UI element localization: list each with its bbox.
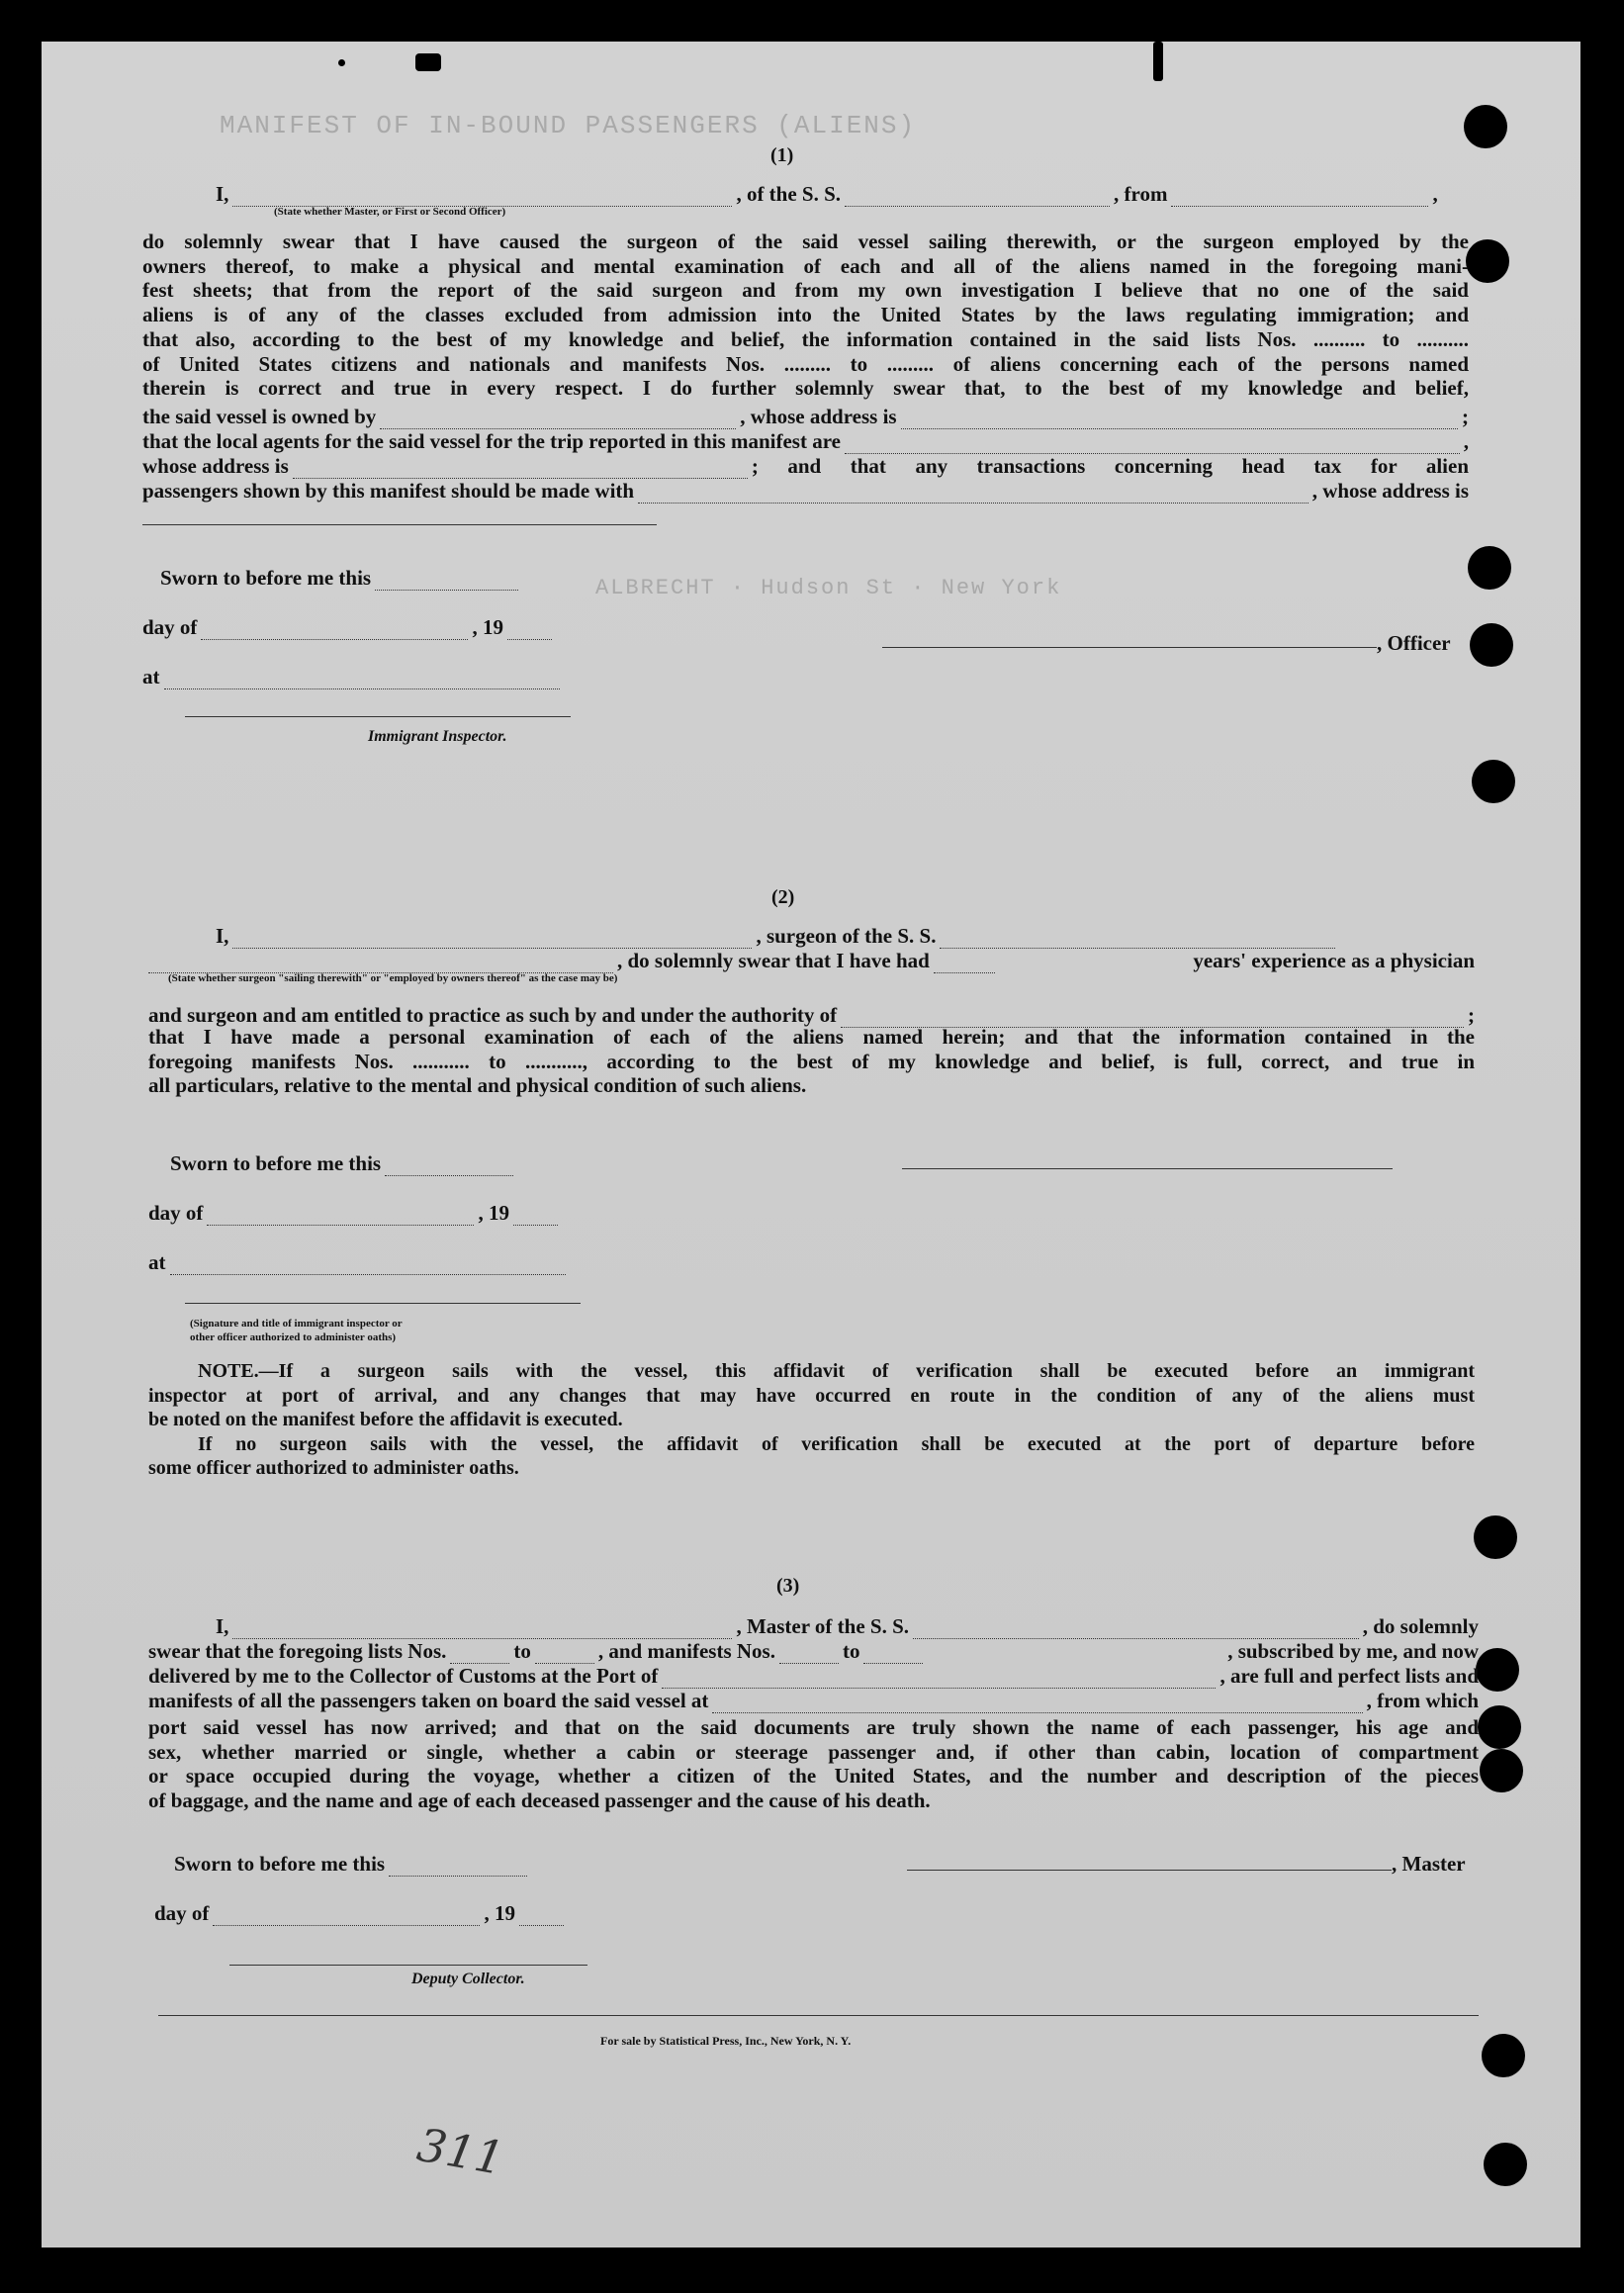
signature-title-hint-2: other officer authorized to administer oaths) bbox=[190, 1331, 397, 1343]
month-field-1[interactable] bbox=[201, 621, 468, 640]
binder-hole bbox=[1478, 1705, 1521, 1749]
authority-row: and surgeon and am entitled to practice as such by and under the authority of ; bbox=[148, 1003, 1475, 1027]
sworn-day-field-3[interactable] bbox=[389, 1858, 527, 1877]
master-label: , Master bbox=[1392, 1852, 1466, 1876]
deputy-collector-label: Deputy Collector. bbox=[411, 1971, 525, 1987]
year-field-2[interactable] bbox=[513, 1207, 558, 1226]
section-3-line-3: delivered by me to the Collector of Customs at the Port of , are full and perfect lists and bbox=[148, 1664, 1479, 1688]
binder-hole bbox=[1472, 760, 1515, 803]
day-of-row-1: day of , 19 bbox=[142, 615, 556, 640]
document-page bbox=[42, 42, 1580, 2247]
month-field-3[interactable] bbox=[213, 1907, 480, 1926]
section-2-paragraph: that I have made a personal examination of each of the aliens named herein; and that the information contained in the foregoing manifests Nos. ........... to ..........., according to the best of my knowledge and belief, is full, correct, and true in all particulars, relative to the mental and physical condition of such aliens. bbox=[148, 1025, 1475, 1098]
local-agents-row: that the local agents for the said vessel for the trip reported in this manifest are , bbox=[142, 429, 1469, 453]
ink-blot bbox=[338, 59, 345, 66]
customs-port-field[interactable] bbox=[662, 1670, 1216, 1689]
inspector-signature-line bbox=[185, 716, 571, 717]
sworn-row-1: Sworn to before me this bbox=[160, 566, 522, 591]
surgeon-name-field[interactable] bbox=[232, 930, 752, 949]
at-row-2: at bbox=[148, 1250, 570, 1275]
surgeon-status-hint: (State whether surgeon "sailing therewith" or "employed by owners thereof" as the case may be) bbox=[168, 972, 618, 984]
note-paragraph: NOTE.—If a surgeon sails with the vessel, this affidavit of verification shall be executed before an immigrant inspector at port of arrival, and any changes that may have occurred en route in the condition of any of the aliens must be noted on the manifest before the affidavit is executed. If no surgeon sails with the vessel, the affidavit of verification shall be executed at the port of departure before some officer authorized to administer oaths. bbox=[148, 1360, 1475, 1479]
binder-hole bbox=[1484, 2143, 1527, 2186]
label-of-ss: , of the S. S. bbox=[736, 182, 842, 206]
owner-address-field[interactable] bbox=[901, 411, 1458, 429]
section-3-line-4: manifests of all the passengers taken on board the said vessel at , from which bbox=[148, 1689, 1479, 1712]
year-field-1[interactable] bbox=[507, 621, 552, 640]
lists-from-field[interactable] bbox=[450, 1645, 509, 1664]
boarding-port-field[interactable] bbox=[712, 1695, 1362, 1713]
binder-hole bbox=[1474, 1515, 1517, 1559]
binder-hole bbox=[1476, 1648, 1519, 1692]
master-signature-line[interactable] bbox=[907, 1870, 1392, 1871]
sworn-row-2: Sworn to before me this bbox=[170, 1151, 517, 1176]
section-3-number: (3) bbox=[776, 1575, 800, 1597]
sworn-day-field-1[interactable] bbox=[375, 572, 518, 591]
manifests-to-field[interactable] bbox=[863, 1645, 923, 1664]
ink-blot bbox=[1153, 42, 1163, 81]
vessel-name-field[interactable] bbox=[845, 188, 1110, 207]
administrator-signature-line bbox=[185, 1303, 581, 1304]
signature-title-hint-1: (Signature and title of immigrant inspector or bbox=[190, 1318, 403, 1330]
section-1-line-1: I, , of the S. S. , from , bbox=[216, 182, 1438, 206]
agent-address-field[interactable] bbox=[293, 460, 748, 479]
section-3-line-2: swear that the foregoing lists Nos. to , and manifests Nos. to , subscribed by me, and now bbox=[148, 1639, 1479, 1663]
binder-hole bbox=[1470, 623, 1513, 667]
owner-field[interactable] bbox=[380, 411, 736, 429]
port-from-field[interactable] bbox=[1171, 188, 1428, 207]
officer-rank-hint: (State whether Master, or First or Second Officer) bbox=[274, 206, 506, 218]
printer-credit: For sale by Statistical Press, Inc., New York, N. Y. bbox=[600, 2034, 852, 2048]
binder-hole bbox=[1464, 105, 1507, 148]
binder-hole bbox=[1482, 2034, 1525, 2077]
footer-rule bbox=[158, 2015, 1479, 2016]
binder-hole bbox=[1466, 239, 1509, 283]
at-place-field-1[interactable] bbox=[164, 671, 560, 689]
section-1-number: (1) bbox=[770, 144, 794, 166]
section-3-line-1: I, , Master of the S. S. , do solemnly bbox=[216, 1614, 1479, 1638]
bleed-through-text: MANIFEST OF IN-BOUND PASSENGERS (ALIENS) bbox=[220, 111, 917, 140]
label-i: I, bbox=[216, 182, 229, 206]
at-row-1: at bbox=[142, 665, 564, 689]
officer-label: , Officer bbox=[1377, 631, 1451, 655]
year-field-3[interactable] bbox=[519, 1907, 564, 1926]
sworn-row-3: Sworn to before me this bbox=[174, 1852, 531, 1877]
surgeon-vessel-field[interactable] bbox=[940, 930, 1335, 949]
manifests-from-field[interactable] bbox=[779, 1645, 839, 1664]
label-from: , from bbox=[1114, 182, 1168, 206]
agent-address-row: whose address is ; and that any transactions concerning head tax for alien bbox=[142, 454, 1469, 478]
immigrant-inspector-label: Immigrant Inspector. bbox=[368, 728, 507, 745]
head-tax-party-field[interactable] bbox=[638, 485, 1308, 504]
sworn-day-field-2[interactable] bbox=[385, 1157, 513, 1176]
address-continuation-line bbox=[142, 524, 657, 525]
surgeon-signature-line[interactable] bbox=[902, 1168, 1393, 1169]
day-of-row-2: day of , 19 bbox=[148, 1201, 562, 1226]
at-place-field-2[interactable] bbox=[170, 1256, 566, 1275]
section-2-line-2: , do solemnly swear that I have had years' experience as a physician bbox=[148, 949, 1475, 973]
local-agents-field[interactable] bbox=[845, 435, 1460, 454]
passengers-row: passengers shown by this manifest should be made with , whose address is bbox=[142, 479, 1469, 503]
bleed-through-text: ALBRECHT · Hudson St · New York bbox=[595, 576, 1062, 600]
officer-signature-line[interactable] bbox=[882, 647, 1377, 648]
surgeon-status-field[interactable] bbox=[148, 955, 613, 973]
section-3-paragraph: port said vessel has now arrived; and that on the said documents are truly shown the name of each passenger, his age and sex, whether married or single, whether a cabin or steerage passenger and, if other than cabin, location of compartment or space occupied during the voyage, whether a citizen of the United States, and the number and description of the pieces of baggage, and the name and age of each deceased passenger and the cause of his death. bbox=[148, 1715, 1479, 1813]
day-of-row-3: day of , 19 bbox=[154, 1901, 568, 1926]
owned-by-row: the said vessel is owned by , whose address is ; bbox=[142, 405, 1469, 428]
binder-hole bbox=[1468, 546, 1511, 590]
years-experience-field[interactable] bbox=[934, 955, 995, 973]
handwritten-page-number: 311 bbox=[412, 2117, 508, 2186]
master-vessel-field[interactable] bbox=[913, 1620, 1359, 1639]
officer-name-field[interactable] bbox=[232, 188, 732, 207]
section-2-number: (2) bbox=[771, 886, 795, 908]
ink-blot bbox=[415, 53, 441, 71]
section-1-paragraph: do solemnly swear that I have caused the surgeon of the said vessel sailing therewith, or the surgeon employed by the owners thereof, to make a physical and mental examination of each and all of the aliens named in the foregoing mani- fest sheets; that from the report of the said surgeon and from my own investigation I believe that no one of the said aliens is of any of the classes excluded from admission into the United States by the laws regulating immigration; and that also, according to the best of my knowledge and belief, the information contained in the said lists Nos. .......... to .......... of United States citizens and nationals and manifests Nos. ......... to ......... of aliens concerning each of the persons named therein is correct and true in every respect. I do further solemnly swear that, to the best of my knowledge and belief, bbox=[142, 229, 1469, 401]
section-2-line-1: I, , surgeon of the S. S. bbox=[216, 924, 1339, 949]
deputy-signature-line bbox=[229, 1965, 587, 1966]
binder-hole bbox=[1480, 1749, 1523, 1792]
month-field-2[interactable] bbox=[207, 1207, 474, 1226]
lists-to-field[interactable] bbox=[535, 1645, 594, 1664]
master-name-field[interactable] bbox=[232, 1620, 732, 1639]
